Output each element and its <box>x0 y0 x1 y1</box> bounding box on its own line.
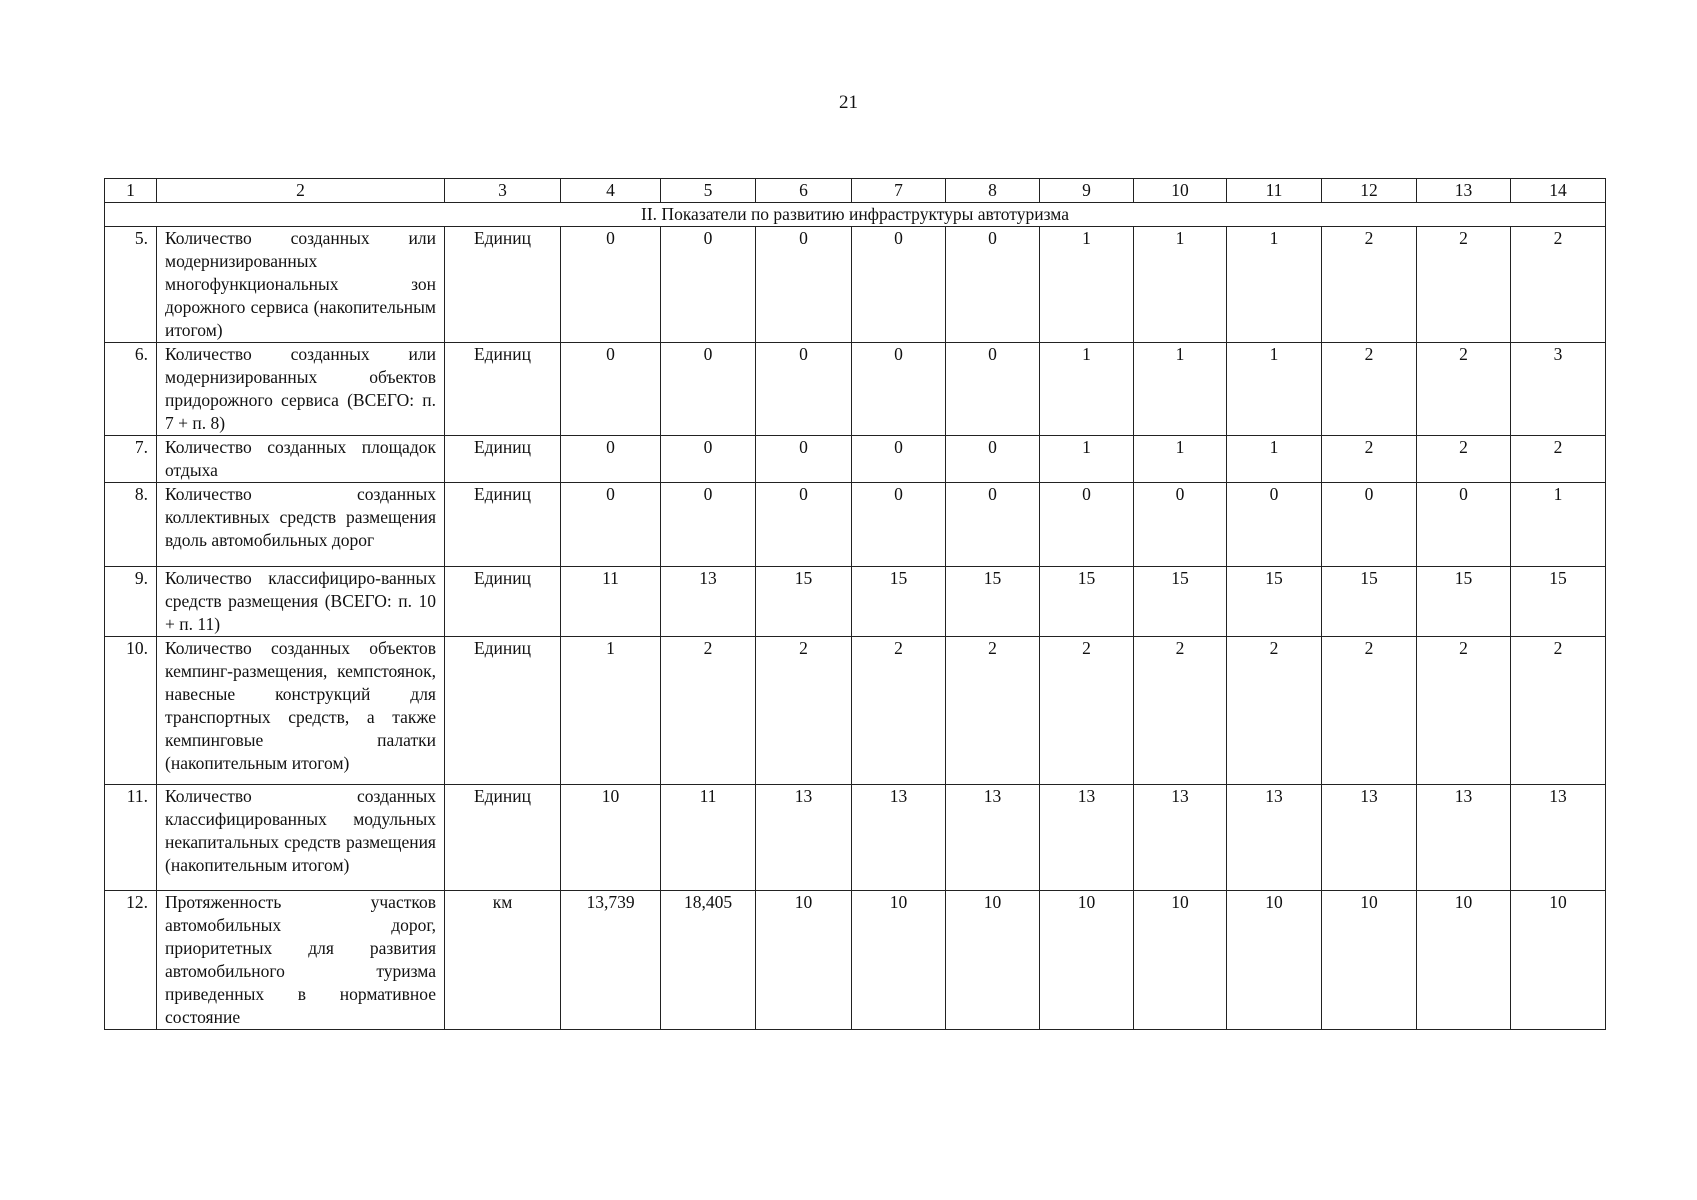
row-value: 2 <box>1511 436 1606 483</box>
column-header: 3 <box>445 179 561 203</box>
row-value: 0 <box>756 343 852 436</box>
table-row <box>105 891 1606 1030</box>
row-value: 0 <box>661 343 756 436</box>
row-value: 0 <box>852 483 946 567</box>
row-value: 13 <box>1511 785 1606 891</box>
column-header: 1 <box>105 179 157 203</box>
row-value: 0 <box>1227 483 1322 567</box>
column-header: 7 <box>852 179 946 203</box>
row-value: 2 <box>1417 637 1511 785</box>
column-header: 8 <box>946 179 1040 203</box>
row-value: 0 <box>852 436 946 483</box>
row-value: 0 <box>1417 483 1511 567</box>
row-number: 12. <box>105 891 157 1030</box>
page-number: 21 <box>839 92 858 113</box>
row-value: 15 <box>1227 567 1322 637</box>
row-value: 2 <box>1322 637 1417 785</box>
column-header: 5 <box>661 179 756 203</box>
row-value: 0 <box>561 227 661 343</box>
row-value: 13 <box>1227 785 1322 891</box>
row-value: 2 <box>852 637 946 785</box>
row-value: 0 <box>756 483 852 567</box>
table-row <box>105 637 1606 785</box>
row-unit: Единиц <box>445 227 561 343</box>
row-value: 2 <box>1417 227 1511 343</box>
row-value: 2 <box>946 637 1040 785</box>
row-value: 10 <box>756 891 852 1030</box>
row-value: 2 <box>1040 637 1134 785</box>
row-value: 15 <box>1417 567 1511 637</box>
column-header: 4 <box>561 179 661 203</box>
column-header: 14 <box>1511 179 1606 203</box>
row-value: 2 <box>1417 343 1511 436</box>
row-value: 10 <box>852 891 946 1030</box>
row-value: 1 <box>1040 436 1134 483</box>
row-number: 5. <box>105 227 157 343</box>
row-description: Количество созданных или модернизированных многофункциональных зон дорожного сервиса (накопительным итогом) <box>157 227 445 343</box>
table-row <box>105 483 1606 567</box>
row-value: 0 <box>852 227 946 343</box>
table-row <box>105 343 1606 436</box>
row-value: 2 <box>1322 436 1417 483</box>
column-header: 6 <box>756 179 852 203</box>
row-value: 15 <box>756 567 852 637</box>
indicators-table <box>104 178 1606 1030</box>
row-unit: Единиц <box>445 637 561 785</box>
row-value: 11 <box>661 785 756 891</box>
row-value: 2 <box>1511 227 1606 343</box>
row-number: 9. <box>105 567 157 637</box>
table-row <box>105 227 1606 343</box>
table-row <box>105 567 1606 637</box>
row-value: 10 <box>1134 891 1227 1030</box>
row-value: 2 <box>1322 227 1417 343</box>
column-header: 10 <box>1134 179 1227 203</box>
row-value: 0 <box>946 343 1040 436</box>
row-value: 13 <box>1040 785 1134 891</box>
row-value: 2 <box>1511 637 1606 785</box>
section-title: II. Показатели по развитию инфраструктуры автотуризма <box>105 203 1606 227</box>
row-description: Количество классифициро-ванных средств размещения (ВСЕГО: п. 10 + п. 11) <box>157 567 445 637</box>
row-value: 10 <box>1322 891 1417 1030</box>
row-unit: Единиц <box>445 567 561 637</box>
row-value: 10 <box>1511 891 1606 1030</box>
row-value: 2 <box>1417 436 1511 483</box>
row-value: 0 <box>661 436 756 483</box>
row-unit: Единиц <box>445 483 561 567</box>
column-header: 13 <box>1417 179 1511 203</box>
row-description: Количество созданных или модернизированных объектов придорожного сервиса (ВСЕГО: п. 7 + п. 8) <box>157 343 445 436</box>
row-value: 0 <box>946 483 1040 567</box>
row-value: 1 <box>1040 227 1134 343</box>
row-value: 0 <box>946 436 1040 483</box>
column-number-row <box>105 179 1606 203</box>
row-value: 2 <box>1227 637 1322 785</box>
row-value: 15 <box>852 567 946 637</box>
row-value: 0 <box>756 436 852 483</box>
row-value: 2 <box>1134 637 1227 785</box>
row-description: Протяженность участков автомобильных дорог, приоритетных для развития автомобильного туризма приведенных в нормативное состояние <box>157 891 445 1030</box>
row-value: 15 <box>1040 567 1134 637</box>
row-value: 0 <box>852 343 946 436</box>
row-value: 10 <box>1227 891 1322 1030</box>
column-header: 12 <box>1322 179 1417 203</box>
row-value: 3 <box>1511 343 1606 436</box>
table-row <box>105 436 1606 483</box>
row-value: 13 <box>852 785 946 891</box>
row-unit: км <box>445 891 561 1030</box>
row-value: 13 <box>946 785 1040 891</box>
column-header: 2 <box>157 179 445 203</box>
row-value: 15 <box>1134 567 1227 637</box>
row-value: 0 <box>1134 483 1227 567</box>
section-title-row <box>105 203 1606 227</box>
row-value: 1 <box>1227 436 1322 483</box>
row-value: 2 <box>661 637 756 785</box>
row-value: 1 <box>1227 227 1322 343</box>
row-value: 1 <box>1134 227 1227 343</box>
row-value: 13 <box>1322 785 1417 891</box>
row-value: 10 <box>561 785 661 891</box>
row-value: 1 <box>1040 343 1134 436</box>
row-description: Количество созданных классифицированных модульных некапитальных средств размещения (накопительным итогом) <box>157 785 445 891</box>
row-value: 11 <box>561 567 661 637</box>
row-value: 0 <box>946 227 1040 343</box>
row-value: 1 <box>1134 343 1227 436</box>
row-value: 0 <box>561 483 661 567</box>
row-unit: Единиц <box>445 436 561 483</box>
row-description: Количество созданных коллективных средств размещения вдоль автомобильных дорог <box>157 483 445 567</box>
row-value: 0 <box>756 227 852 343</box>
row-unit: Единиц <box>445 785 561 891</box>
column-header: 9 <box>1040 179 1134 203</box>
row-unit: Единиц <box>445 343 561 436</box>
row-value: 13 <box>1417 785 1511 891</box>
row-number: 8. <box>105 483 157 567</box>
row-description: Количество созданных площадок отдыха <box>157 436 445 483</box>
row-value: 0 <box>561 436 661 483</box>
row-value: 1 <box>561 637 661 785</box>
row-value: 1 <box>1227 343 1322 436</box>
row-value: 0 <box>661 483 756 567</box>
row-description: Количество созданных объектов кемпинг-размещения, кемпстоянок, навесные конструкций для транспортных средств, а также кемпинговые палатки (накопительным итогом) <box>157 637 445 785</box>
row-value: 10 <box>1417 891 1511 1030</box>
table-row <box>105 785 1606 891</box>
row-value: 15 <box>946 567 1040 637</box>
row-value: 0 <box>661 227 756 343</box>
row-number: 11. <box>105 785 157 891</box>
row-value: 10 <box>946 891 1040 1030</box>
row-value: 13 <box>756 785 852 891</box>
row-value: 10 <box>1040 891 1134 1030</box>
row-value: 2 <box>1322 343 1417 436</box>
row-number: 6. <box>105 343 157 436</box>
row-value: 13 <box>661 567 756 637</box>
row-value: 0 <box>1322 483 1417 567</box>
row-number: 7. <box>105 436 157 483</box>
row-value: 0 <box>561 343 661 436</box>
row-number: 10. <box>105 637 157 785</box>
row-value: 1 <box>1134 436 1227 483</box>
row-value: 18,405 <box>661 891 756 1030</box>
row-value: 13 <box>1134 785 1227 891</box>
row-value: 0 <box>1040 483 1134 567</box>
row-value: 13,739 <box>561 891 661 1030</box>
row-value: 15 <box>1322 567 1417 637</box>
row-value: 1 <box>1511 483 1606 567</box>
row-value: 15 <box>1511 567 1606 637</box>
column-header: 11 <box>1227 179 1322 203</box>
row-value: 2 <box>756 637 852 785</box>
